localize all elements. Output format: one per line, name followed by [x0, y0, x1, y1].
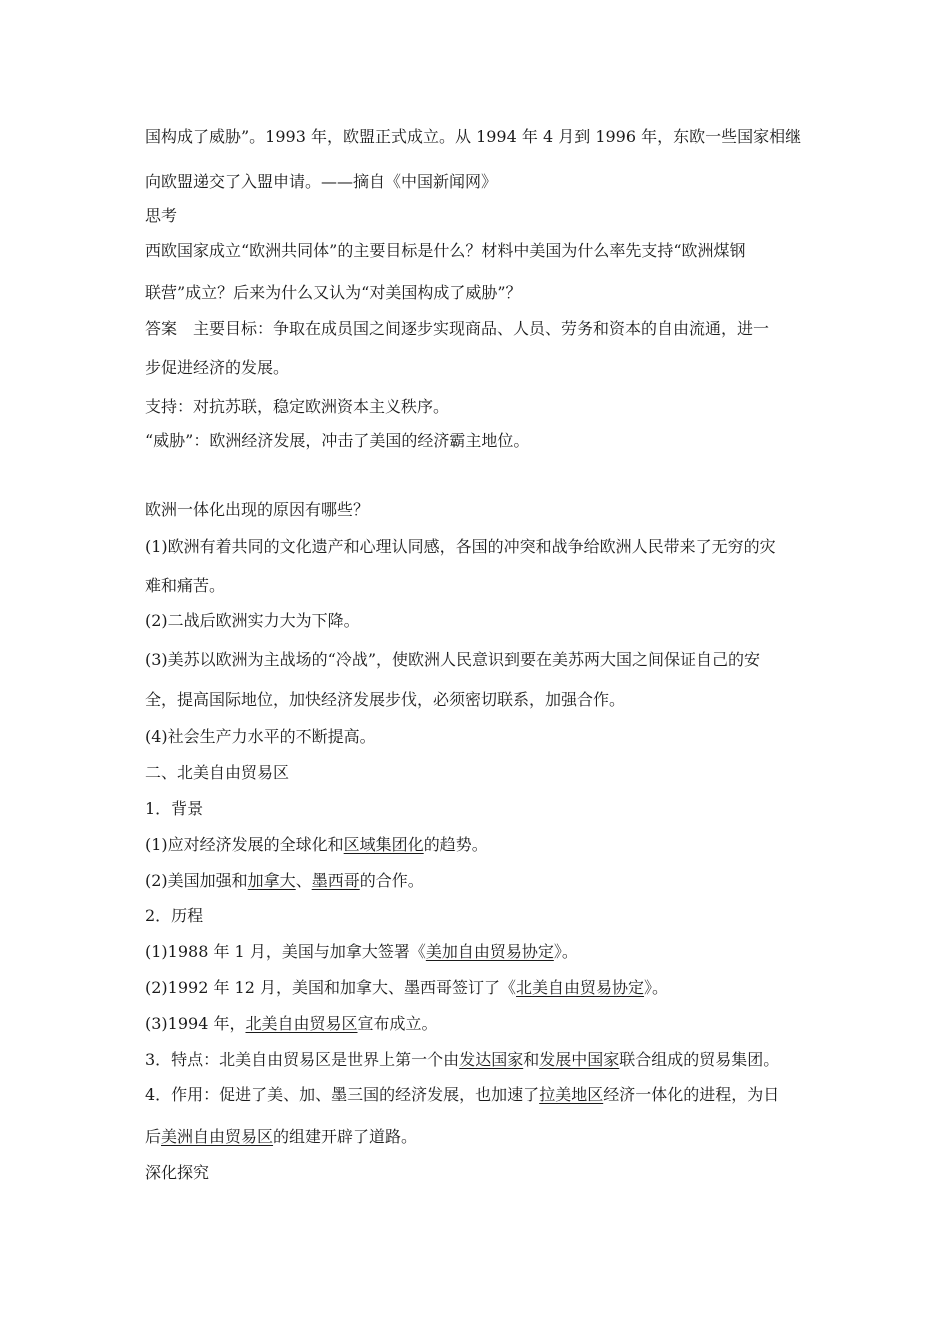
- deepen-heading: 深化探究: [145, 1163, 210, 1182]
- background-heading: 1．背景: [145, 799, 204, 818]
- reason-3-line-2: 全，提高国际地位，加快经济发展步伐，必须密切联系，加强合作。: [145, 690, 626, 709]
- background-item-2: (2)美国加强和加拿大、墨西哥的合作。: [145, 871, 424, 890]
- underlined-term: 美洲自由贸易区: [161, 1127, 274, 1146]
- background-item-1: (1)应对经济发展的全球化和区域集团化的趋势。: [145, 835, 488, 854]
- answer-line-4: “威胁”：欧洲经济发展，冲击了美国的经济霸主地位。: [145, 431, 530, 450]
- reason-1-line-1: (1)欧洲有着共同的文化遗产和心理认同感，各国的冲突和战争给欧洲人民带来了无穷的灾: [145, 537, 776, 556]
- underlined-term: 区域集团化: [343, 835, 424, 854]
- reason-1-line-2: 难和痛苦。: [145, 576, 226, 595]
- thinking-heading: 思考: [145, 206, 178, 225]
- thinking-question-line-1: 西欧国家成立“欧洲共同体”的主要目标是什么？材料中美国为什么率先支持“欧洲煤钢: [145, 241, 746, 260]
- feature-item: 3．特点：北美自由贸易区是世界上第一个由发达国家和发展中国家联合组成的贸易集团。: [145, 1050, 780, 1069]
- underlined-term: 美加自由贸易协定: [425, 942, 554, 961]
- material-line-1: 国构成了威胁”。1993 年，欧盟正式成立。从 1994 年 4 月到 1996 年，东欧一些国家相继: [145, 127, 802, 146]
- underlined-term: 发展中国家: [539, 1050, 620, 1069]
- history-item-2: (2)1992 年 12 月，美国和加拿大、墨西哥签订了《北美自由贸易协定》。: [145, 978, 669, 997]
- underlined-term: 发达国家: [459, 1050, 524, 1069]
- reason-3-line-1: (3)美苏以欧洲为主战场的“冷战”，使欧洲人民意识到要在美苏两大国之间保证自己的安: [145, 650, 761, 669]
- underlined-term: 北美自由贸易区: [245, 1014, 358, 1033]
- underlined-term: 拉美地区: [539, 1085, 604, 1104]
- underlined-term: 墨西哥: [311, 871, 360, 890]
- answer-line-2: 步促进经济的发展。: [145, 358, 290, 377]
- reason-4: (4)社会生产力水平的不断提高。: [145, 727, 376, 746]
- reason-2: (2)二战后欧洲实力大为下降。: [145, 611, 360, 630]
- thinking-question-line-2: 联营”成立？后来为什么又认为“对美国构成了威胁”？: [145, 283, 522, 302]
- effect-line-1: 4．作用：促进了美、加、墨三国的经济发展，也加速了拉美地区经济一体化的进程，为日: [145, 1085, 780, 1104]
- underlined-term: 加拿大: [247, 871, 296, 890]
- answer-line-3: 支持：对抗苏联，稳定欧洲资本主义秩序。: [145, 397, 450, 416]
- underlined-term: 北美自由贸易协定: [516, 978, 645, 997]
- reasons-question: 欧洲一体化出现的原因有哪些？: [145, 500, 370, 519]
- section-title-nafta: 二、北美自由贸易区: [145, 763, 290, 782]
- history-heading: 2．历程: [145, 906, 204, 925]
- history-item-1: (1)1988 年 1 月，美国与加拿大签署《美加自由贸易协定》。: [145, 942, 578, 961]
- history-item-3: (3)1994 年，北美自由贸易区宣布成立。: [145, 1014, 438, 1033]
- material-line-2: 向欧盟递交了入盟申请。——摘自《中国新闻网》: [145, 172, 498, 191]
- effect-line-2: 后美洲自由贸易区的组建开辟了道路。: [145, 1127, 418, 1146]
- answer-line-1: 答案 主要目标：争取在成员国之间逐步实现商品、人员、劳务和资本的自由流通，进一: [145, 319, 770, 338]
